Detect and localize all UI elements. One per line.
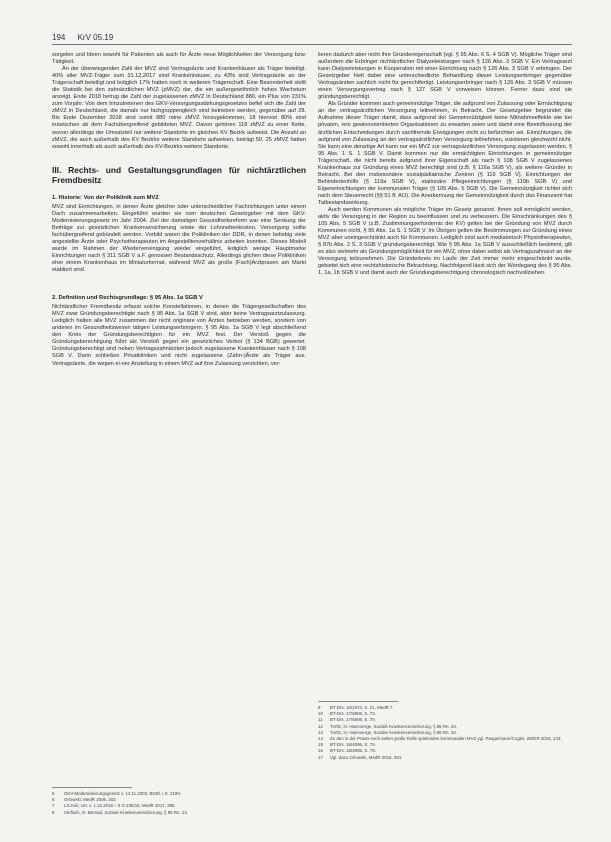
footnote: 17 Vgl. dazu Orlowski, MedR 2015, 381. <box>318 754 403 760</box>
body-paragraph: Auch werden Kommunen als mögliche Träger im Gesetz genannt. Ihnen soll ermöglicht werden, aktiv die Versorgung in der Region zu beeinflussen und zu verbessern. Die Einschränkungen des § 105 Abs. 5 SGB V (z.B. Zustimmungserfordernis der KV) gelten bei der Gründung von MVZ durch Kommunen nicht, § 95 Abs. 1a S. 1 SGB V. Im Übrigen gelten die Bestimmungen zur Gründung eines MVZ aber uneingeschränkt auch für Kommunen. Lediglich sind auch mediatorisch Physiotherapeuten, § 87b Abs. 2 S. 3 SGB V gründungsberechtigt. Wie § 95 Abs. 1a SGB V ausschließlich bestimmt, gilt es also vielmehr als Gründungsmöglichkeit für ein MVZ, ohne dabei selbst als Vertragszahnarzt an der Versorgung teilzunehmen. Die Gründerkreis im Laufe der Zeit immer mehr eingeschränkt wurde, gebietet sich eine rechtshistorische Betrachtung. Nachfolgend lässt sich der Werdegang des § 95 Abs. 1, 1a, 1b SGB V und damit auch der Gründungsberechtigung chronologisch nachvollziehen. <box>318 207 572 277</box>
footnote: 5 GKV-Modernisierungsgesetz v. 14.11.2003, BGBl. I S. 2190. <box>52 791 181 796</box>
footnote: 9 BT-Drs. 16/2474, S. 21, MedR 7. <box>318 705 394 710</box>
footnote: 13 Treftz, in: Hannoerge, Soziale Krankenversicherung, § 95 Rn. 34. <box>318 729 457 735</box>
body-paragraph: lieren dadurch aber nicht ihre Gründereigenschaft (vgl. § 95 Abs. 6 S. 4 SGB V). Mögliche Träger sind außerdem die Erbringer nichtärztlicher Dialyseleistungen nach § 126 Abs. 3 SGB V. Ein Vertragsarzt kann Dialyseleistungen in Kooperation mit einer Einrichtung nach § 126 Abs. 3 SGB V erbringen. Der Gesetzgeber hielt dabei eine unterschiedliche Behandlung dieser Leistungserbringer gegenüber Vertragsärzten sachlich nicht für gerechtfertigt. Leistungserbringer nach § 126 Abs. 3 SGB V müssen einen Versorgungsvertrag nach § 127 SGB V vorweisen können. Ferner dazu sind sie gründungsberechtigt. <box>318 52 572 101</box>
footnote: 12 Treftz, in: Hannoerge, Soziale Krankenversicherung, § 95 Rn. 34. <box>318 723 457 729</box>
footnote-divider <box>318 701 398 702</box>
page-number: 194 <box>52 33 66 42</box>
body-paragraph: sorgelen und Ideen sowohl für Patienten als auch für Ärzte neue Möglichkeiten der Versorgung bzw. Tätigkeit. <box>52 52 306 66</box>
running-header <box>52 33 572 45</box>
section-heading: III. Rechts- und Gestaltungsgrundlagen für nichtärztlichen Fremdbesitz <box>52 164 306 185</box>
footnote: 8 Clefisch, in: Bernad, Soziale Krankenversicherung, § 95 Rn. 24. <box>52 809 188 815</box>
left-column <box>52 52 306 368</box>
right-column <box>318 52 572 278</box>
footnote: 15 BT-Drs. 16/4095, S. 76. <box>318 742 376 748</box>
subsection-heading: 2. Definition und Rechtsgrundlage: § 95 Abs. 1a SGB V <box>52 295 203 302</box>
footnote-divider <box>52 787 132 788</box>
footnote: 14 Zu den in der Praxis noch selten große Rolle spielenden kommunalen MVZ vgl. Pauge/mann/Cogler, ZMGR 2016, 143. <box>318 736 562 742</box>
journal-title: KrV 05.19 <box>77 33 114 42</box>
footnotes-right <box>318 701 572 761</box>
subsection-heading: 1. Historie: Von der Poliklinik zum MVZ <box>52 194 159 201</box>
body-paragraph: MVZ sind Einrichtungen, in denen Ärzte gleicher oder unterschiedlicher Fachrichtungen unter einem Dach zusammenarbeiten. Eingeführt wurden sie vom deutschen Gesetzgeber mit dem GKV-Modernisierungsgesetz im Jahr 2004. Ziel der damaligen Gesundheitsreform war eine Senkung der Beiträge zur gesetzlichen Krankenversicherung sowie der Lohnnebenkosten. Versorgung sollte fachübergreifend gebündelt werden. Vorbild waren die Polikliniken der DDR, in denen beliebig viele angestellte Ärzte oder Psychotherapeuten im Angestelltenverhältnis arbeiten konnten. Dieses Modell wurde im Rahmen der Wiedervereinigung wieder eingeführt, lediglich wenige Hauptmarke Einrichtungen nach § 311 SGB V a.F. genossen Bestandsschutz. Allerdings glichen diese Polikliniken eher einem Krankenhaus im Miniaturformat, während MVZ als große (Fach)Arztpraxen am Markt etabliert sind. <box>52 203 306 274</box>
footnote: 11 BT-Drs. 17/6906, S. 70. <box>318 717 376 723</box>
body-paragraph: Nichtärztlicher Fremdbesitz erfasst solche Konstellationen, in denen die Trägergesellschaften des MVZ zwar Gründungsberechtigte nach § 95 Abs. 1a SGB V sind, aber keine Vertragsarztzulassung. Lediglich halten alle MVZ zusammen der nicht originäre von Ärzten betrieben werden, sondern von anderen im Gesundheitswesen tätigen Leistungserbringern. § 95 Abs. 1a SGB V legt abschließend den Kreis der Gründungsberechtigten für ein MVZ fest. Der Verstoß gegen die Gründungsberechtigung führt als Verstoß gegen ein gesetzliches Verbot (§ 134 BGB) gewertet. Gründungsberechtigt sind neben Vertragszahnärzten jedoch zugelassene Krankenhäuser nach § 108 SGB V. Darin schließen Privatkliniken und nicht zugelassene (Zahn-)Ärzte als Träger aus. Vertragsärzte, die wegen ei-ner Anstellung in einem MVZ auf ihre Zulassung verzichten, ver- <box>52 304 306 367</box>
footnote: 16 BT-Drs. 18/4095, S. 79. <box>318 748 376 754</box>
footnote: 7 LG Kiel, Urt. v. 1.12.2016 – 5 O 236/15, MedR 2017, 388. <box>52 803 176 809</box>
body-paragraph: Als Gründer kommen auch gemeinnützige Träger, die aufgrund von Zulassung oder Ermächtigung an der vertragsärztlichen Versorgung teilnehmen, in Betracht. Der Gesetzgeber begründet die Aufnahme dieser Träger damit, dass aufgrund der Gemeinnützigkeit keine Mitnahmeeffekte wie bei privaten, rein gewinnorientierten Organisationen zu erwarten seien und damit eine Beeinflussung der ärztlichen Entscheidungen durch sachfremde Erwägungen nicht zu befürchten sei. Einrichtungen, die aufgrund von Zulassung an der vertragsärztlichen Versorgung teilnehmen, existieren gleichwohl nicht. Sie kann eine derartige Art kann nur ein MVZ zur vertragsärztlichen Versorgung zugelassen werden, § 95 Abs. 1 S. 1 SGB V. Damit kommen nur die ermächtigten Einrichtungen in gemeinnütziger Trägerschaft, die nicht bereits aufgrund ihrer Eigenschaft als nach § 108 SGB V zugelassenes Krankenhaus zur Gründung eines MVZ berechtigt sind (z.B. § 116a SGB V), als weitere Gründer in Betracht. Bei den insbesondere sozialpädiatrische Zentren (§ 119 SGB V), Einrichtungen der Behindertenhilfe (§ 119a SGB V), stationäre Pflegeeinrichtungen (§ 119b SGB V) und Eigeneinrichtungen der kommunalen Träger (§ 105 Abs. 5 SGB V). Die Gemeinnützigkeit richtet sich nach dem Steuerrecht (§§ 51 ff. AO). Die Anerkennung der Gemeinnützigkeit durch das Finanzamt hat Tatbestandswirkung. <box>318 101 572 206</box>
footnote: 10 BT-Drs. 17/6906, S. 73. <box>318 711 376 717</box>
body-paragraph: An der überwiegenden Zahl der MVZ sind Vertragsärzte und Krankenhäuser als Träger beteiligt. 40% aller MVZ-Träger zum 31.12.2017 sind Krankenhäuser, zu 43% sind Vertragsärzte an der Trägerschaft beteiligt und lediglich 17% hatten noch in weiteren Trägerschaft. Eine Besonderheit stellt die Statistik bei den zahnärztlichen MVZ (zMVZ) dar, die ein außergewöhnlich hohes Wachstum anzeigt. Ende 2018 betrug die Zahl der zugelassenen zMVZ in Deutschland 880, ein Plus von 231% zum Vorjahr. Von dem hinzutretenen des GKV-Versorgungsstärkungsgesetzes befiel sich die Zahl der zMVZ in Deutschland, die damals nur fachgruppengleich sind betrieben werden, gegenüber auf 28. Bis Ende Dezember 2018 sind somit 880 reine zMVZ hinzugekommen, 18 hiervon 80% sind inzwischen ab dem Fachübergreifend gebildeten MVZ. Davon gehören 118 zMVZ zu einer Kette, wovon allerdings der Umsatzteil nur weitere Standorte im gleichen KV Bezirk aufweist. Die Anzahl an zMVZ, die auch außerhalb des KV Bezirks weitere Standorte aufweisen, beträgt 50. 25 zMVZ hatten sowohl innerhalb als auch außerhalb des KV-Bezirks weitere Standorte. <box>52 66 306 150</box>
footnote: 6 Orlowski, MedR 2006, 202. <box>52 797 117 803</box>
footnotes-left <box>52 787 306 816</box>
